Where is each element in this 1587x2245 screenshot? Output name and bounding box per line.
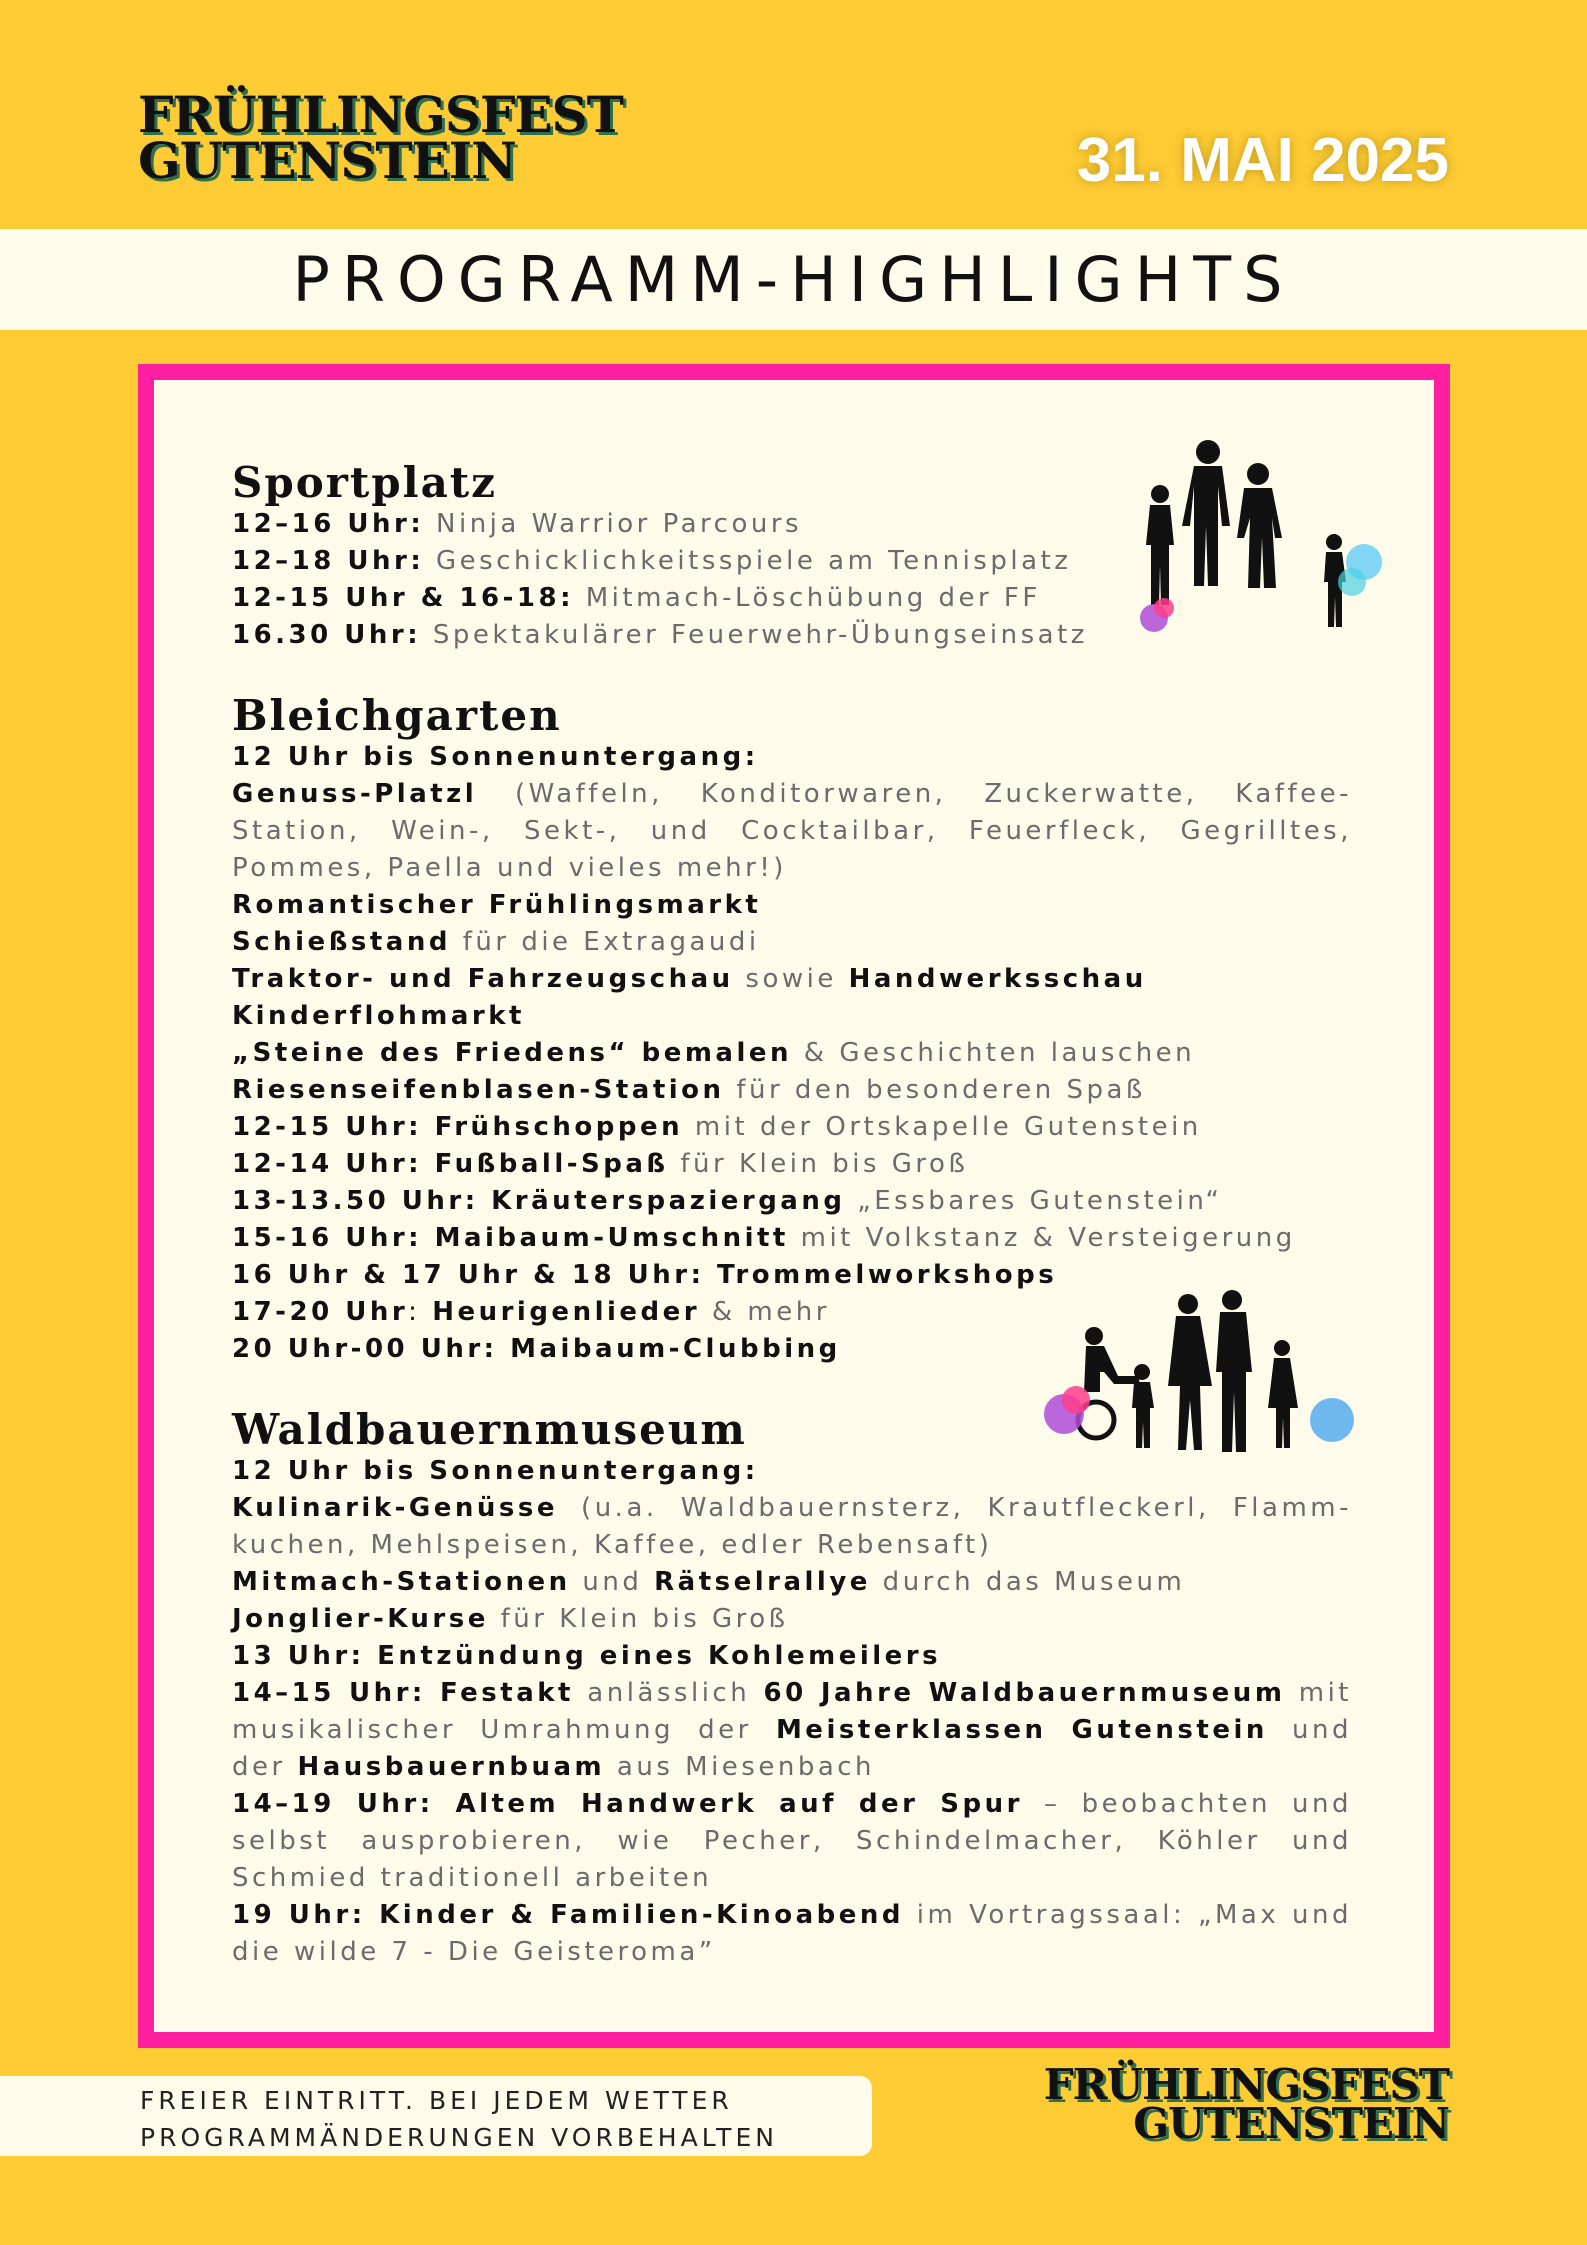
section-sportplatz (232, 458, 1352, 654)
brand-logo-bottom (1043, 2060, 1449, 2148)
list-item: Genuss-Platzl (Waffeln, Konditorwaren, Zuckerwatte, Kaffee-Station, Wein-, Sekt-, und Cocktailbar, Feuerfleck, Gegrilltes, Pommes, Paella und vieles mehr!) (232, 779, 1352, 883)
list-item: 16.30 Uhr: Spektakulärer Feuerwehr-Übungseinsatz (232, 620, 1088, 650)
list-item: 14–19 Uhr: Altem Handwerk auf der Spur – beobachten und selbst ausprobieren, wie Pecher, Schindelmacher, Köhler und Schmied traditionell arbeiten (232, 1789, 1352, 1893)
list-item: 17-20 Uhr: Heurigenlieder & mehr (232, 1297, 830, 1327)
list-item: Kinderflohmarkt (232, 1001, 525, 1031)
list-item: 12–18 Uhr: Geschicklichkeitsspiele am Tennisplatz (232, 546, 1072, 576)
footer-note (0, 2076, 872, 2156)
footer-line-1: FREIER EINTRITT. BEI JEDEM WETTER (140, 2086, 733, 2115)
list-item: 12–16 Uhr: Ninja Warrior Parcours (232, 509, 803, 539)
list-item: 16 Uhr & 17 Uhr & 18 Uhr: Trommelworkshops (232, 1260, 1058, 1290)
brand-line-1: FRÜHLINGSFEST (1043, 2060, 1449, 2109)
brand-line-2: GUTENSTEIN (1133, 2098, 1449, 2148)
list-item: Mitmach-Stationen und Rätselrallye durch das Museum (232, 1567, 1186, 1597)
list-item: 12-14 Uhr: Fußball-Spaß für Klein bis Groß (232, 1149, 969, 1179)
list-item: 12 Uhr bis Sonnenuntergang: (232, 1456, 759, 1486)
brand-line-2: GUTENSTEIN (138, 131, 516, 190)
title-band (0, 229, 1587, 330)
list-item: 19 Uhr: Kinder & Familien-Kinoabend im Vortragssaal: „Max und die wilde 7 - Die Geisteroma” (232, 1900, 1352, 1967)
list-item: Schießstand für die Extragaudi (232, 927, 760, 957)
section-heading: Bleichgarten (232, 691, 562, 740)
section-heading: Waldbauernmuseum (232, 1405, 747, 1454)
section-waldbauernmuseum (232, 1405, 1352, 1971)
list-item: 12-15 Uhr: Frühschoppen mit der Ortskapelle Gutenstein (232, 1112, 1202, 1142)
brand-line-1: FRÜHLINGSFEST (138, 85, 623, 144)
list-item: „Steine des Friedens“ bemalen & Geschichten lauschen (232, 1038, 1196, 1068)
program-content (232, 458, 1352, 2008)
list-item: 12-15 Uhr & 16-18: Mitmach-Löschübung der FF (232, 583, 1041, 613)
brand-logo-top (138, 85, 623, 190)
footer-line-2: PROGRAMMÄNDERUNGEN VORBEHALTEN (140, 2123, 778, 2152)
list-item: 12 Uhr bis Sonnenuntergang: (232, 742, 759, 772)
section-bleichgarten (232, 691, 1352, 1368)
event-date: 31. MAI 2025 (1076, 126, 1449, 195)
list-item: Traktor- und Fahrzeugschau sowie Handwerksschau (232, 964, 1147, 994)
list-item: 15-16 Uhr: Maibaum-Umschnitt mit Volkstanz & Versteigerung (232, 1223, 1296, 1253)
list-item: Riesenseifenblasen-Station für den besonderen Spaß (232, 1075, 1146, 1105)
list-item: 13 Uhr: Entzündung eines Kohlemeilers (232, 1641, 942, 1671)
list-item: 20 Uhr-00 Uhr: Maibaum-Clubbing (232, 1334, 841, 1364)
section-heading: Sportplatz (232, 458, 498, 507)
list-item: 13-13.50 Uhr: Kräuterspaziergang „Essbares Gutenstein“ (232, 1186, 1223, 1216)
list-item: Jonglier-Kurse für Klein bis Groß (232, 1604, 789, 1634)
list-item: 14–15 Uhr: Festakt anlässlich 60 Jahre Waldbauernmuseum mit musikalischer Umrahmung der Meisterklassen Gutenstein und der Hausbauernbuam aus Miesenbach (232, 1678, 1353, 1782)
list-item: Romantischer Frühlingsmarkt (232, 890, 762, 920)
page-title: PROGRAMM-HIGHLIGHTS (292, 243, 1295, 316)
list-item: Kulinarik-Genüsse (u.a. Waldbauernsterz, Krautfleckerl, Flamm-kuchen, Mehlspeisen, Kaffee, edler Rebensaft) (232, 1493, 1352, 1560)
